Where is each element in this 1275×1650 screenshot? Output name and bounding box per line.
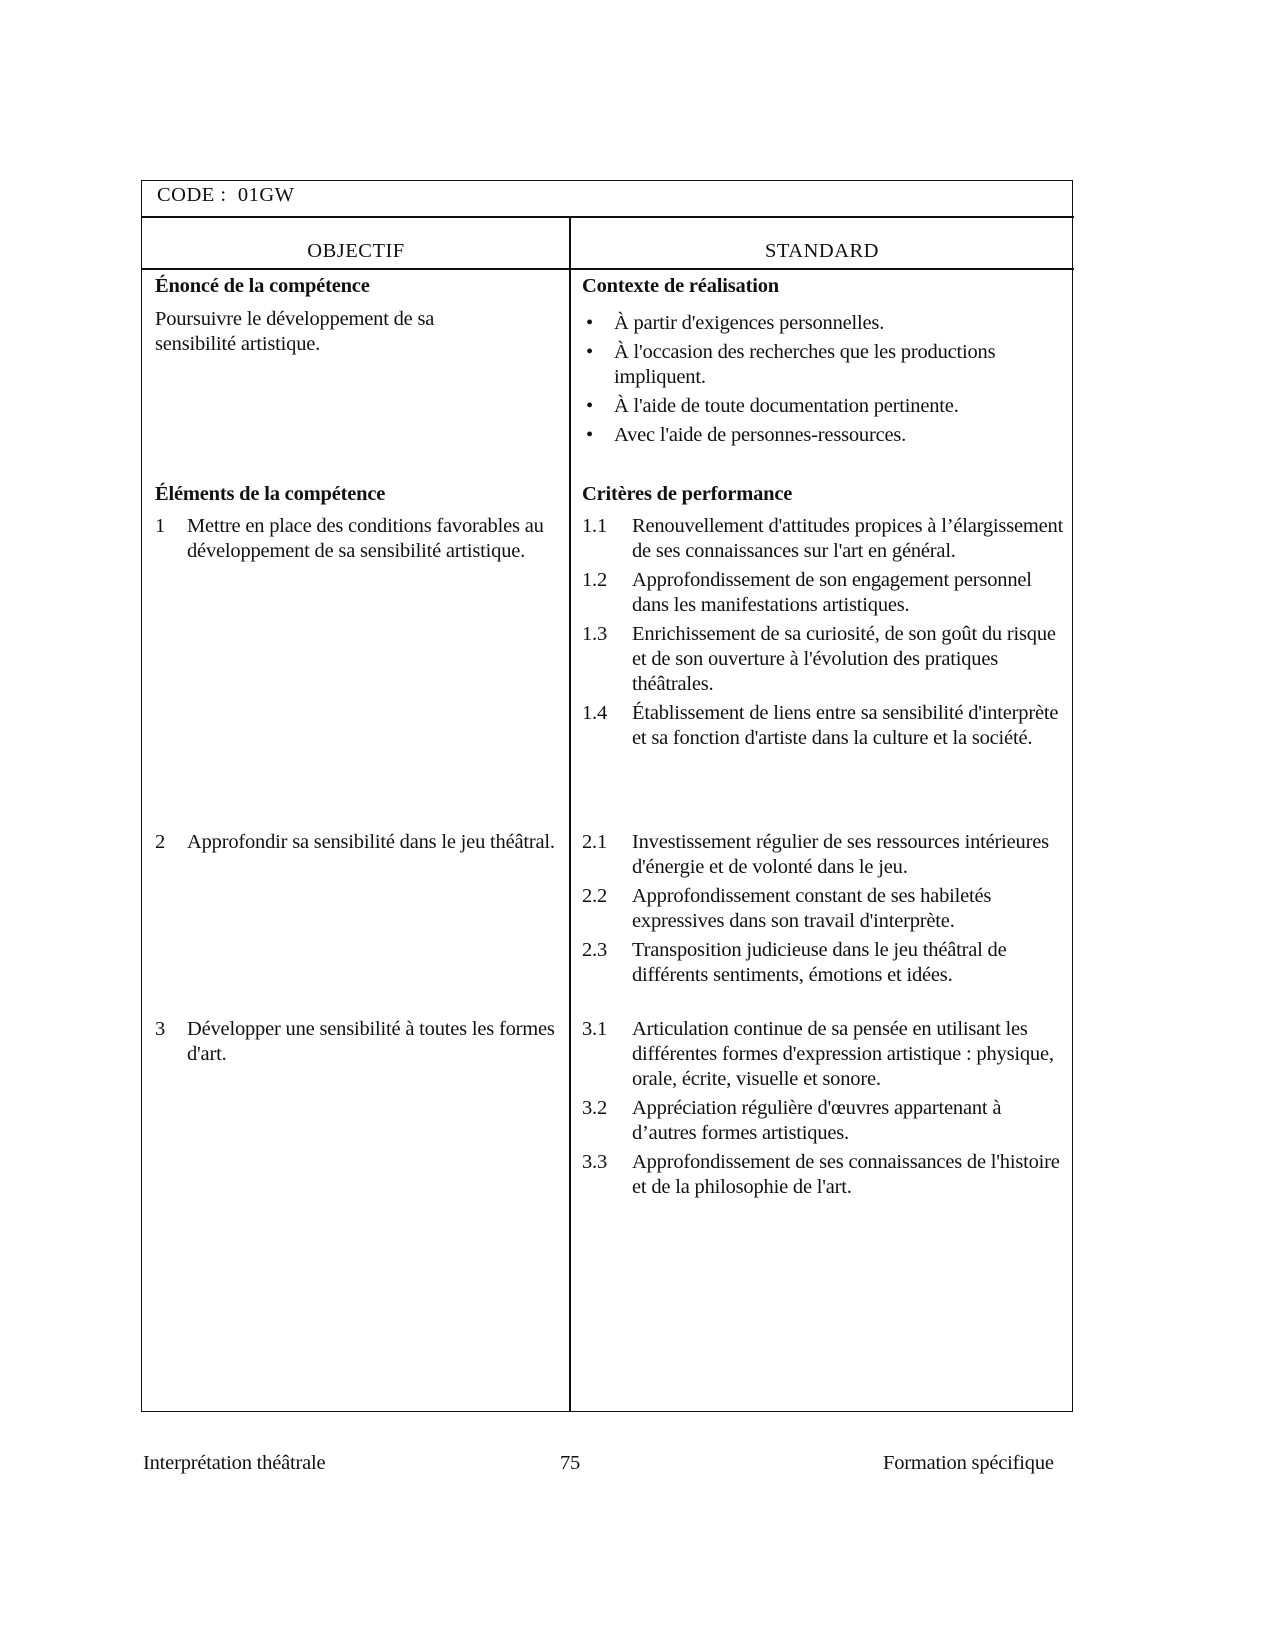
- contexte-title: Contexte de réalisation: [582, 275, 779, 297]
- contexte-item: [582, 423, 1052, 448]
- footer-left: Interprétation théâtrale: [143, 1452, 326, 1474]
- criterion-text: Investissement régulier de ses ressources intérieures d'énergie et de volonté dans le jeu.: [632, 831, 1049, 878]
- header-objectif: OBJECTIF: [307, 240, 405, 262]
- contexte-item-text: Avec l'aide de personnes-ressources.: [614, 424, 907, 446]
- criterion-item: [582, 1017, 1067, 1092]
- criterion-text: Renouvellement d'attitudes propices à l’élargissement de ses connaissances sur l'art en général.: [632, 515, 1064, 562]
- contexte-item: [582, 311, 1052, 336]
- criterion-item: [582, 884, 1067, 934]
- criterion-text: Appréciation régulière d'œuvres appartenant à d’autres formes artistiques.: [632, 1097, 1002, 1144]
- bullet-icon: •: [586, 312, 593, 334]
- criterion-number: 1.3: [582, 623, 608, 645]
- criteres-title: Critères de performance: [582, 483, 793, 505]
- element-text: Approfondir sa sensibilité dans le jeu théâtral.: [187, 831, 555, 853]
- footer-right: Formation spécifique: [883, 1452, 1054, 1474]
- criterion-item: [582, 1150, 1067, 1200]
- criterion-number: 3.2: [582, 1097, 608, 1119]
- criterion-text: Approfondissement de ses connaissances de l'histoire et de la philosophie de l'art.: [632, 1151, 1060, 1198]
- criterion-number: 3.1: [582, 1018, 608, 1040]
- contexte-list: [582, 311, 1052, 452]
- divider: [141, 268, 1074, 270]
- criterion-number: 2.1: [582, 831, 608, 853]
- header-standard: STANDARD: [765, 240, 879, 262]
- divider: [141, 216, 1074, 218]
- element-text: Développer une sensibilité à toutes les formes d'art.: [187, 1018, 555, 1065]
- criterion-item: [582, 701, 1067, 751]
- element-number: 3: [155, 1018, 166, 1040]
- criterion-text: Approfondissement de son engagement personnel dans les manifestations artistiques.: [632, 569, 1032, 616]
- criterion-text: Approfondissement constant de ses habiletés expressives dans son travail d'interprète.: [632, 885, 992, 932]
- enonce-text: Poursuivre le développement de sa sensibilité artistique.: [155, 308, 435, 355]
- criterion-item: [582, 622, 1067, 697]
- column-divider: [569, 216, 571, 1411]
- element-text: Mettre en place des conditions favorables au développement de sa sensibilité artistique.: [187, 515, 544, 562]
- criterion-text: Établissement de liens entre sa sensibilité d'interprète et sa fonction d'artiste dans la culture et la société.: [632, 702, 1059, 749]
- criterion-item: [582, 514, 1067, 564]
- page-number: 75: [560, 1452, 581, 1474]
- criterion-item: [582, 830, 1067, 880]
- element-item: [155, 1017, 555, 1067]
- contexte-item-text: À partir d'exigences personnelles.: [614, 312, 885, 334]
- contexte-item-text: À l'aide de toute documentation pertinente.: [614, 395, 959, 417]
- bullet-icon: •: [586, 395, 593, 417]
- criterion-text: Articulation continue de sa pensée en utilisant les différentes formes d'expression artistique : physique, orale, écrite, visuelle et sonore.: [632, 1018, 1054, 1090]
- criteria-list: [582, 514, 1067, 755]
- criterion-number: 2.2: [582, 885, 608, 907]
- contexte-item: [582, 394, 1052, 419]
- criteria-list: [582, 1017, 1067, 1204]
- criteria-list: [582, 830, 1067, 992]
- criterion-item: [582, 938, 1067, 988]
- criterion-number: 1.2: [582, 569, 608, 591]
- criterion-number: 1.4: [582, 702, 608, 724]
- element-item: [155, 830, 555, 855]
- criterion-number: 2.3: [582, 939, 608, 961]
- contexte-item-text: À l'occasion des recherches que les productions impliquent.: [614, 341, 996, 388]
- criterion-item: [582, 1096, 1067, 1146]
- criterion-text: Transposition judicieuse dans le jeu théâtral de différents sentiments, émotions et idées.: [632, 939, 1007, 986]
- criterion-item: [582, 568, 1067, 618]
- bullet-icon: •: [586, 341, 593, 363]
- criterion-text: Enrichissement de sa curiosité, de son goût du risque et de son ouverture à l'évolution des pratiques théâtrales.: [632, 623, 1056, 695]
- criterion-number: 1.1: [582, 515, 608, 537]
- code-label: CODE : 01GW: [157, 184, 295, 206]
- elements-title: Éléments de la compétence: [155, 483, 386, 505]
- contexte-item: [582, 340, 1052, 390]
- bullet-icon: •: [586, 424, 593, 446]
- criterion-number: 3.3: [582, 1151, 608, 1173]
- enonce-title: Énoncé de la compétence: [155, 275, 370, 297]
- element-number: 2: [155, 831, 166, 853]
- element-number: 1: [155, 515, 166, 537]
- element-item: [155, 514, 555, 564]
